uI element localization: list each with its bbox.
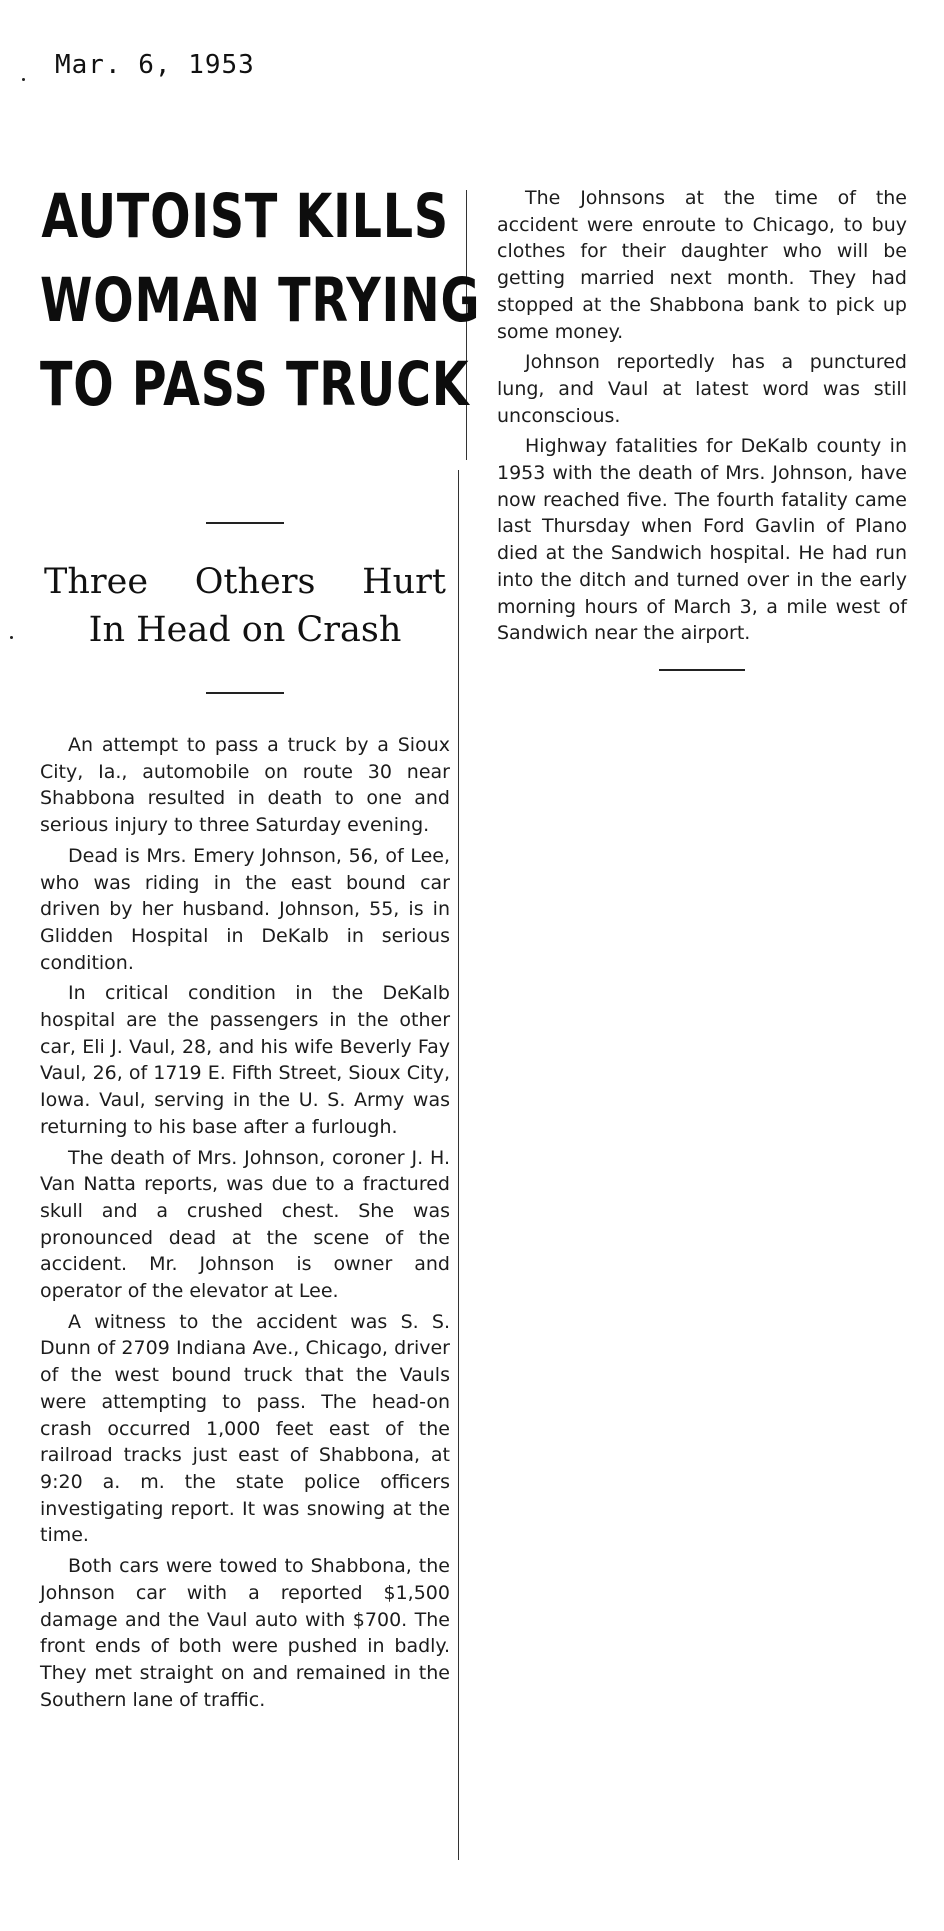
left-column	[40, 175, 481, 1717]
article-date: Mar. 6, 1953	[55, 50, 255, 80]
print-speck	[10, 636, 13, 639]
article-body-left	[40, 732, 450, 1713]
paragraph: The Johnsons at the time of the accident were enroute to Chicago, to buy clothes for their daughter who will be getting married next month. They had stopped at the Shabbona bank to pick up some money.	[497, 187, 907, 343]
headline-line: WOMAN TRYING	[40, 265, 481, 336]
subhead-line: In Head on Crash	[88, 610, 402, 650]
headline-line: TO PASS TRUCK	[40, 349, 470, 420]
subhead-word: Others	[194, 562, 316, 602]
paragraph: Johnson reportedly has a punctured lung, and Vaul at latest word was still unconscious.	[497, 351, 907, 427]
article-body-right	[497, 185, 907, 647]
paragraph: In critical condition in the DeKalb hospital are the passengers in the other car, Eli J. Vaul, 28, and his wife Beverly Fay Vaul, 26, of 1719 E. Fifth Street, Sioux City, Iowa. Vaul, serving in the U. S. Army was returning to his base after a furlough.	[40, 982, 450, 1138]
paragraph: Highway fatalities for DeKalb county in 1953 with the death of Mrs. Johnson, have now reached five. The fourth fatality came last Thursday when Ford Gavlin of Plano died at the Sandwich hospital. He had run into the ditch and turned over in the early morning hours of March 3, a mile west of Sandwich near the airport.	[497, 435, 907, 645]
headline	[40, 175, 481, 427]
paragraph: Dead is Mrs. Emery Johnson, 56, of Lee, who was riding in the east bound car driven by her husband. Johnson, 55, is in Glidden Hospital in DeKalb in serious condition.	[40, 844, 450, 974]
subhead-divider	[206, 692, 284, 694]
headline-divider	[206, 522, 284, 524]
column-divider	[458, 470, 459, 1860]
headline-line: AUTOIST KILLS	[41, 181, 449, 252]
end-of-article-rule	[659, 669, 745, 671]
print-speck	[22, 78, 25, 81]
subhead-word: Three	[44, 562, 149, 602]
paragraph: An attempt to pass a truck by a Sioux City, Ia., automobile on route 30 near Shabbona resulted in death to one and serious injury to three Saturday evening.	[40, 734, 450, 837]
paragraph: The death of Mrs. Johnson, coroner J. H. Van Natta reports, was due to a fractured skull and a crushed chest. She was pronounced dead at the scene of the accident. Mr. Johnson is owner and operator of the elevator at Lee.	[40, 1146, 450, 1303]
subheadline	[40, 558, 450, 654]
paragraph: Both cars were towed to Shabbona, the Johnson car with a reported $1,500 damage and the Vaul auto with $700. The front ends of both were pushed in badly. They met straight on and remained in the Southern lane of traffic.	[40, 1555, 450, 1711]
paragraph: A witness to the accident was S. S. Dunn of 2709 Indiana Ave., Chicago, driver of the west bound truck that the Vauls were attempting to pass. The head-on crash occurred 1,000 feet east of the railroad tracks just east of Shabbona, at 9:20 a. m. the state police officers investigating report. It was snowing at the time.	[40, 1310, 450, 1547]
right-column	[497, 185, 907, 671]
subhead-word: Hurt	[362, 562, 446, 602]
